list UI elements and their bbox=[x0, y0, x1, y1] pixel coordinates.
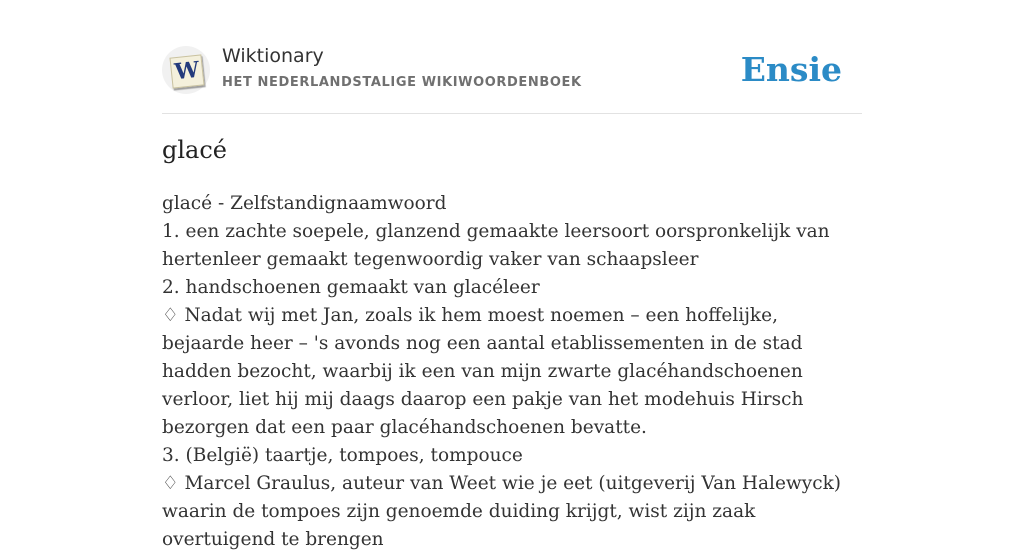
site-header bbox=[162, 0, 862, 114]
definition-2: 2. handschoenen gemaakt van glacéleer bbox=[162, 277, 540, 298]
site-name[interactable]: Wiktionary bbox=[222, 45, 324, 67]
page bbox=[162, 0, 862, 550]
example-3: ♢ Marcel Graulus, auteur van Weet wie je eet (uitgeverij Van Halewyck) waarin de tompoes zijn genoemde duiding krijgt, wist zijn zaak overtuigend te brengen bbox=[162, 473, 841, 550]
example-2: ♢ Nadat wij met Jan, zoals ik hem moest noemen – een hoffelijke, bejaarde heer – 's avonds nog een aantal etablissementen in de stad hadden bezocht, waarbij ik een van mijn zwarte glacéhandschoenen verloor, liet hij mij daags daarop een pakje van het modehuis Hirsch bezorgen dat een paar glacéhandschoenen bevatte. bbox=[162, 305, 804, 438]
ensie-brand-link[interactable]: Ensie bbox=[740, 50, 842, 89]
part-of-speech-line: glacé - Zelfstandignaamwoord bbox=[162, 193, 447, 214]
entry-definition bbox=[162, 190, 864, 554]
wiktionary-logo-icon[interactable] bbox=[162, 46, 210, 94]
definition-1: 1. een zachte soepele, glanzend gemaakte leersoort oorspronkelijk van hertenleer gemaakt tegenwoordig vaker van schaapsleer bbox=[162, 221, 830, 270]
entry-title: glacé bbox=[162, 136, 227, 164]
logo-letter: W bbox=[169, 54, 204, 88]
site-tagline: HET NEDERLANDSTALIGE WIKIWOORDENBOEK bbox=[222, 75, 582, 90]
definition-3: 3. (België) taartje, tompoes, tompouce bbox=[162, 445, 523, 466]
